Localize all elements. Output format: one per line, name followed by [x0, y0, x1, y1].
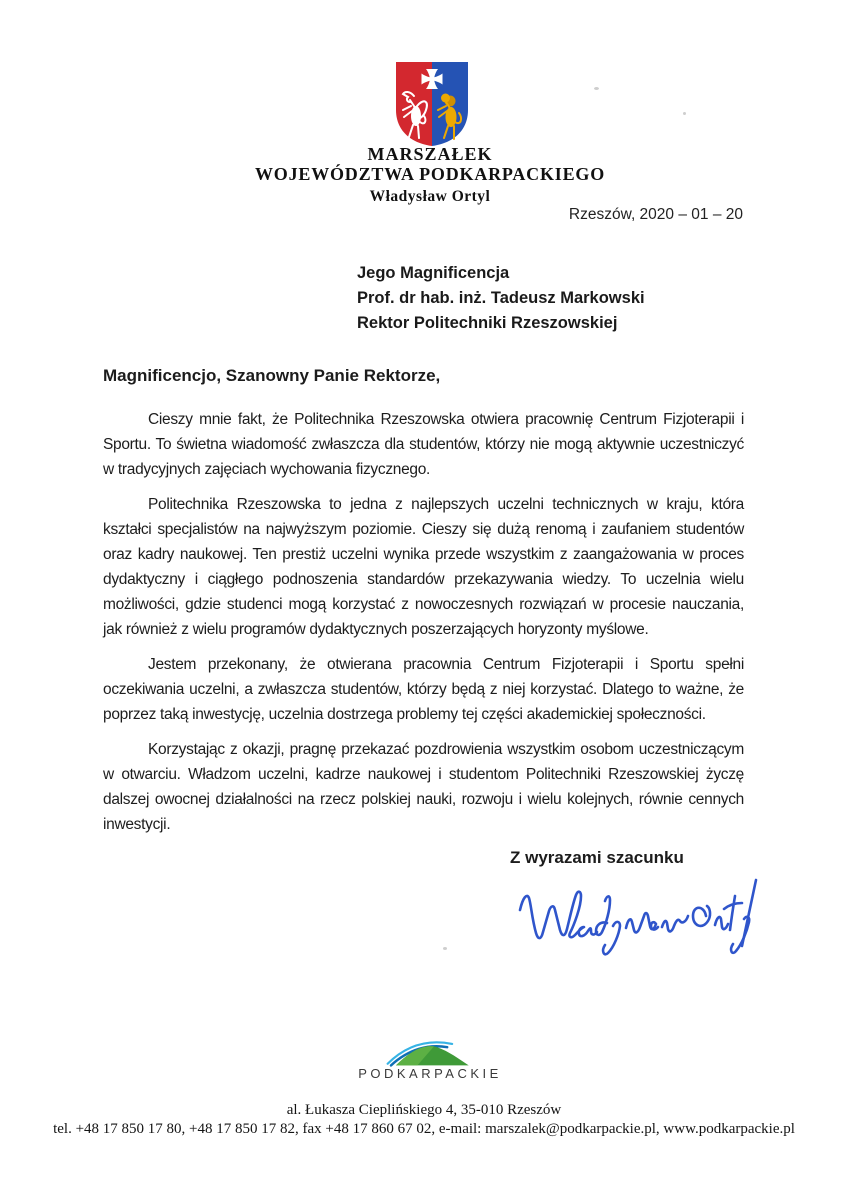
letterhead-official-name: Władysław Ortyl: [369, 188, 491, 205]
scan-speck: [594, 87, 599, 90]
recipient-position: Rektor Politechniki Rzeszowskiej: [357, 314, 618, 332]
paragraph-2: Politechnika Rzeszowska to jedna z najlepszych uczelni technicznych w kraju, która kształci specjalistów na najwyższym poziomie. Cieszy się dużą renomą i zaufaniem studentów oraz kadry naukowej. Ten prestiż uczelni wynika przede wszystkim z zaangażowania w proces dydaktyczny i ciągłego podnoszenia standardów przekazywania wiedzy. To uczelnia wielu możliwości, gdzie studenci mogą korzystać z nowoczesnych rozwiązań w procesie nauczania, jak również z wielu programów dydaktycznych poszerzających horyzonty myślowe.: [103, 496, 744, 638]
scan-speck: [683, 112, 686, 115]
recipient-name: Prof. dr hab. inż. Tadeusz Markowski: [357, 289, 645, 307]
recipient-honorific: Jego Magnificencja: [357, 264, 510, 282]
footer-address-block: [0, 1101, 848, 1139]
letter-body: [103, 366, 744, 868]
footer-contact-line: tel. +48 17 850 17 80, +48 17 850 17 82, fax +48 17 860 67 02, e-mail: marszalek@podkarpackie.pl, www.podkarpackie.pl: [53, 1121, 795, 1137]
paragraph-1: Cieszy mnie fakt, że Politechnika Rzeszowska otwiera pracownię Centrum Fizjoterapii i Sportu. To świetna wiadomość zwłaszcza dla studentów, którzy nie mogą aktywnie uczestniczyć w tradycyjnych zajęciach wychowania fizycznego.: [103, 411, 744, 478]
date-line: Rzeszów, 2020 – 01 – 20: [568, 206, 743, 223]
paragraph-3: Jestem przekonany, że otwierana pracownia Centrum Fizjoterapii i Sportu spełni oczekiwania uczelni, a zwłaszcza studentów, którzy będą z niej korzystać. Dlatego to ważne, że poprzez taką inwestycję, uczelnia dostrzega problemy tej części akademickiej społeczności.: [103, 656, 744, 723]
closing-phrase: Z wyrazami szacunku: [510, 848, 684, 867]
paragraph-4: Korzystając z okazji, pragnę przekazać pozdrowienia wszystkim osobom uczestniczącym w otwarciu. Władzom uczelni, kadrze naukowej i studentom Politechniki Rzeszowskiej życzę dalszej owocnej działalności na rzecz polskiej nauki, rozwoju i wielu kolejnych, równie cennych inwestycji.: [103, 741, 744, 833]
footer-street-address: al. Łukasza Cieplińskiego 4, 35-010 Rzeszów: [286, 1102, 562, 1118]
letterhead-title-line1: MARSZAŁEK: [367, 144, 493, 164]
salutation: Magnificencjo, Szanowny Panie Rektorze,: [103, 366, 441, 385]
recipient-block: [357, 261, 645, 336]
podkarpackie-logo-icon: [386, 1038, 472, 1068]
handwritten-signature: [510, 866, 760, 970]
scan-speck: [443, 947, 447, 950]
letterhead-title-line2: WOJEWÓDZTWA PODKARPACKIEGO: [255, 164, 605, 184]
podkarpackie-coat-of-arms-icon: [393, 60, 471, 148]
footer-logo-wordmark: PODKARPACKIE: [358, 1066, 502, 1081]
